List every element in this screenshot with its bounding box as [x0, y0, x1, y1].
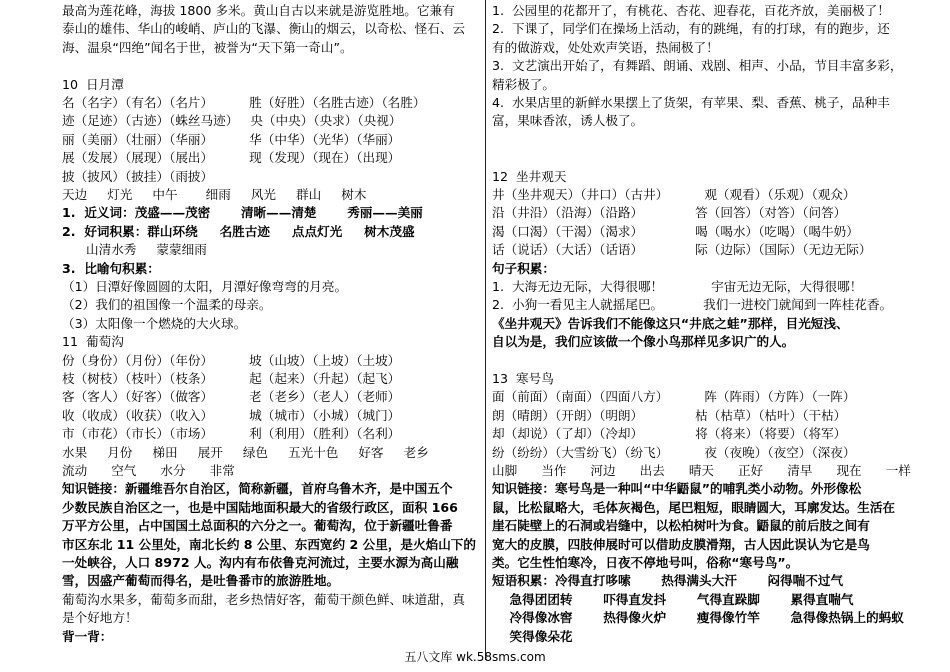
text-line: 枝（树枝）（枝叶）（枝条） 起（起来）（升起）（起飞） [62, 371, 401, 386]
text-line: 山清水秀 蒙蒙细雨 [62, 242, 207, 258]
text-line: 一处峡谷，人口 8972 人。沟内有布依鲁克河流过，主要水源为高山融 [62, 555, 459, 570]
text-line: 展（发展）（展现）（展出） 现（发现）（现在）（出现） [62, 150, 401, 166]
text-line: 万平方公里，占中国国土总面积的六分之一。葡萄沟，位于新疆吐鲁番 [62, 518, 453, 534]
text-line: 迹（足迹）（古迹）（蛛丝马迹） 央（中央）（央求）（央视） [62, 113, 402, 129]
text-line: 知识链接：新疆维吾尔自治区，简称新疆，首府乌鲁木齐，是中国五个 [62, 481, 453, 497]
text-line: 类。它生性怕寒冷，日夜不停地号叫，俗称“寒号鸟”。 [492, 555, 799, 570]
text-line: 渴（口渴）（干渴）（渴求） 喝（喝水）（吃喝）（喝牛奶） [492, 223, 859, 239]
text-line: 名（名字）（有名）（名片） 胜（好胜）（名胜古迹）（名胜） [62, 95, 426, 110]
text-line: 丽（美丽）（壮丽）（华丽） 华（中华）（光华）（华丽） [62, 131, 401, 147]
text-line: 2. 好词积累：群山环绕 名胜古迹 点点灯光 树木茂盛 [62, 223, 415, 239]
text-line: 纷（纷纷）（大雪纷飞）（纷飞） 夜（夜晚）（夜空）（深夜） [492, 444, 856, 460]
text-line: 背一背： [62, 628, 113, 644]
text-line: 句子积累： [492, 260, 555, 276]
text-line: 流动 空气 水分 非常 [62, 463, 235, 478]
text-line: 精彩极了。 [492, 76, 555, 92]
text-line: 宽大的皮膜，四肢伸展时可以借助皮膜滑翔，古人因此误认为它是鸟 [492, 536, 870, 552]
text-line: 葡萄沟水果多，葡萄多而甜，老乡热情好客，葡萄干颜色鲜、味道甜，真 [62, 591, 465, 607]
text-line: 披（披风）（披挂）（雨披） [62, 168, 214, 184]
text-line: 2. 小狗一看见主人就摇尾巴。 我们一进校门就闻到一阵桂花香。 [492, 297, 893, 313]
text-line: 有的做游戏，处处欢声笑语，热闹极了！ [492, 39, 719, 55]
text-line: 3. 文艺演出开始了，有舞蹈、朗诵、戏剧、相声、小品，节目丰富多彩， [492, 58, 903, 74]
text-line: 朗（晴朗）（开朗）（明朗） 枯（枯草）（枯叶）（干枯） [492, 407, 847, 423]
text-line: 井（坐井观天）（井口）（古井） 观（观看）（乐观）（观众） [492, 187, 856, 202]
text-line: 笑得像朵花 [492, 628, 573, 644]
text-line: 山脚 当作 河边 出去 晴天 正好 清早 现在 一样 [492, 463, 911, 478]
text-line: 沿（井沿）（沿海）（沿路） 答（回答）（对答）（问答） [492, 205, 847, 221]
text-line: 泰山的雄伟、华山的峻峭、庐山的飞瀑、衡山的烟云，以奇松、怪石、云 [62, 21, 465, 37]
text-line: 收（收成）（收获）（收入） 城（城市）（小城）（城门） [62, 407, 401, 423]
text-line: 最高为莲花峰，海拔 1800 多米。黄山自古以来就是游览胜地。它兼有 [62, 3, 455, 18]
text-line: 天边 灯光 中午 细雨 风光 群山 树木 [62, 187, 367, 202]
text-line: 富，果味香浓，诱人极了。 [492, 113, 644, 129]
text-line: 1. 公园里的花都开了，有桃花、杏花、迎春花，百花齐放，美丽极了！ [492, 3, 890, 18]
text-line: 自以为是，我们应该做一个像小鸟那样见多识广的人。 [492, 334, 795, 350]
text-line: 份（身份）（月份）（年份） 坡（山坡）（上坡）（土坡） [62, 352, 401, 368]
text-line: 话（说话）（大话）（话语） 际（边际）（国际）（无边无际） [492, 242, 872, 258]
text-line: 少数民族自治区之一，也是中国陆地面积最大的省级行政区，面积 166 [62, 499, 458, 515]
lesson-title: 10 日月潭 [62, 76, 124, 92]
lesson-title: 11 葡萄沟 [62, 334, 124, 350]
text-line: 市区东北 11 公里处，南北长约 8 公里、东西宽约 2 公里，是火焰山下的 [62, 536, 476, 552]
text-line: 面（前面）（南面）（四面八方） 阵（阵雨）（方阵）（一阵） [492, 389, 856, 405]
text-line: 2. 下课了，同学们在操场上活动，有的跳绳，有的打球，有的跑步，还 [492, 21, 890, 37]
text-line: 3. 比喻句积累： [62, 260, 160, 276]
text-line: （2）我们的祖国像一个温柔的母亲。 [62, 297, 272, 313]
text-line: 急得团团转 吓得直发抖 气得直跺脚 累得直喘气 [492, 591, 854, 607]
lesson-title: 12 坐井观天 [492, 168, 567, 184]
text-line: 冷得像冰窖 热得像火炉 瘦得像竹竿 急得像热锅上的蚂蚁 [492, 610, 904, 626]
text-line: 雪，因盛产葡萄而得名，是吐鲁番市的旅游胜地。 [62, 573, 340, 589]
text-line: 4. 水果店里的新鲜水果摆上了货架，有苹果、梨、香蕉、桃子，品种丰 [492, 95, 890, 110]
page-footer: 五八文库 wk.58sms.com [404, 650, 546, 664]
text-line: 客（客人）（好客）（做客） 老（老乡）（老人）（老师） [62, 389, 401, 405]
text-line: 海、温泉“四绝”闻名于世，被誉为“天下第一奇山”。 [62, 39, 353, 55]
text-line: 崖石陡壁上的石洞或岩缝中，以松柏树叶为食。鼯鼠的前后肢之间有 [492, 518, 870, 534]
text-line: 却（却说）（了却）（冷却） 将（将来）（将要）（将军） [492, 426, 847, 442]
text-line: 《坐井观天》告诉我们不能像这只“井底之蛙”那样，目光短浅、 [492, 315, 849, 331]
text-line: 鼠，比松鼠略大，毛体灰褐色，尾巴粗短，眼睛圆大，耳廓发达。生活在 [492, 499, 895, 515]
lesson-title: 13 寒号鸟 [492, 371, 554, 386]
column-divider [485, 0, 486, 660]
text-line: （1）日潭好像圆圆的太阳，月潭好像弯弯的月亮。 [62, 279, 348, 294]
text-line: 市（市花）（市长）（市场） 利（利用）（胜利）（名利） [62, 426, 401, 442]
text-line: 是个好地方！ [62, 610, 138, 626]
text-line: （3）太阳像一个燃烧的大火球。 [62, 315, 247, 331]
text-line: 1. 近义词：茂盛——茂密 清晰——清楚 秀丽——美丽 [62, 205, 423, 221]
text-line: 知识链接：寒号鸟是一种叫“中华鼯鼠”的哺乳类小动物。外形像松 [492, 481, 862, 497]
text-line: 水果 月份 梯田 展开 绿色 五光十色 好客 老乡 [62, 444, 429, 460]
text-line: 短语积累：冷得直打哆嗦 热得满头大汗 闷得喘不过气 [492, 573, 844, 589]
text-line: 1. 大海无边无际，大得很哪！ 宇宙无边无际，大得很哪！ [492, 279, 863, 294]
